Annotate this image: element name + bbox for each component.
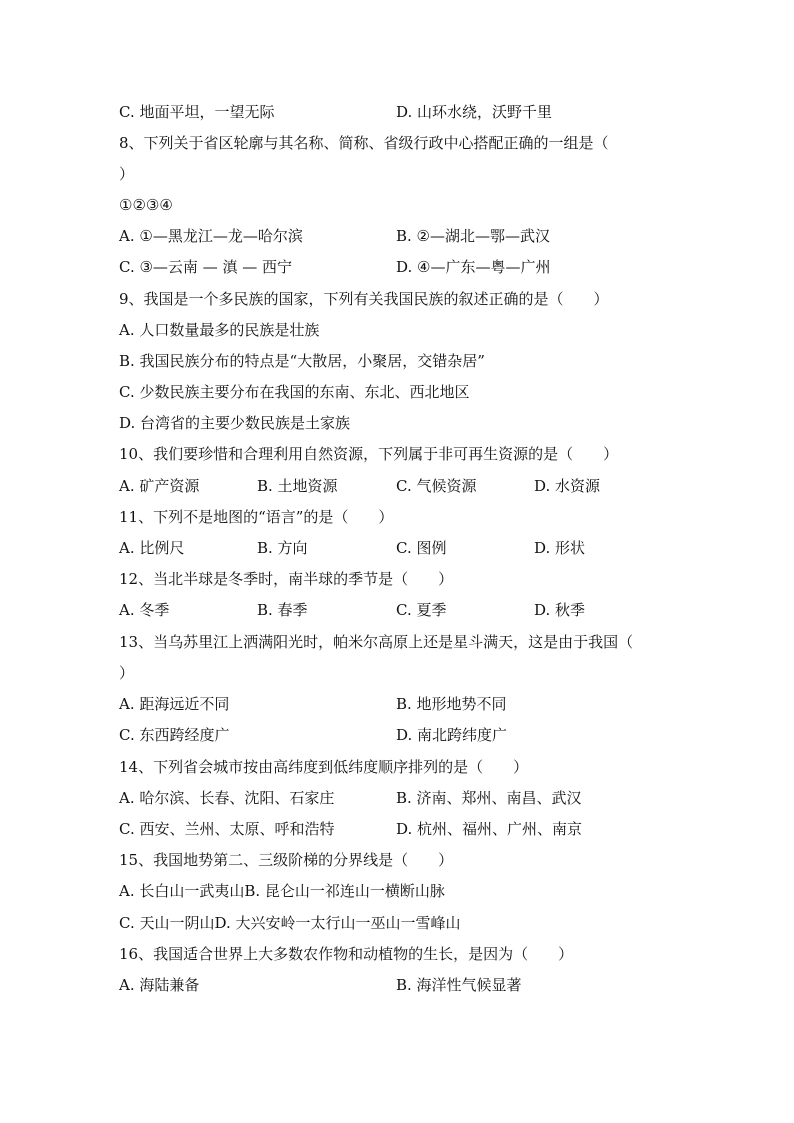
option-a: A. 海陆兼备 [119, 976, 200, 994]
option-row: C. 天山一阴山D. 大兴安岭一太行山一巫山一雪峰山 [119, 914, 461, 932]
option-b: B. ②—湖北—鄂—武汉 [396, 227, 551, 245]
option-b: B. 我国民族分布的特点是“大散居，小聚居，交错杂居” [119, 352, 485, 370]
question-9-stem: 9、我国是一个多民族的国家，下列有关我国民族的叙述正确的是（ ） [119, 290, 609, 308]
option-d: D. 杭州、福州、广州、南京 [396, 820, 583, 838]
option-b: B. 土地资源 [257, 477, 338, 495]
option-a: A. 冬季 [119, 601, 170, 619]
question-8-stem-end: ） [119, 165, 135, 183]
question-12-stem: 12、当北半球是冬季时，南半球的季节是（ ） [119, 570, 454, 588]
option-d: D. 形状 [534, 539, 586, 557]
option-b: B. 地形地势不同 [396, 695, 507, 713]
option-row [119, 597, 679, 623]
option-c: C. 少数民族主要分布在我国的东南、东北、西北地区 [119, 383, 470, 401]
option-d: D. 水资源 [534, 477, 601, 495]
option-b: B. 春季 [257, 601, 308, 619]
question-10-stem: 10、我们要珍惜和合理利用自然资源，下列属于非可再生资源的是（ ） [119, 445, 619, 463]
question-13-stem-end: ） [119, 664, 135, 682]
question-16-stem: 16、我国适合世界上大多数农作物和动植物的生长，是因为（ ） [119, 945, 574, 963]
option-row [119, 99, 679, 125]
option-d: D. 台湾省的主要少数民族是土家族 [119, 414, 351, 432]
question-15-stem: 15、我国地势第二、三级阶梯的分界线是（ ） [119, 851, 454, 869]
option-row [119, 535, 679, 561]
option-c: C. 气候资源 [396, 477, 477, 495]
option-d: D. 山环水绕，沃野千里 [396, 103, 553, 121]
option-a: A. 矿产资源 [119, 477, 200, 495]
option-b: B. 方向 [257, 539, 308, 557]
option-row [119, 722, 679, 748]
option-d: D. 秋季 [534, 601, 586, 619]
option-c: C. 夏季 [396, 601, 447, 619]
option-row [119, 473, 679, 499]
option-row [119, 254, 679, 280]
option-c: C. ③—云南 — 滇 — 西宁 [119, 258, 292, 276]
option-b: B. 海洋性气候显著 [396, 976, 522, 994]
option-d: D. ④—广东—粤—广州 [396, 258, 551, 276]
option-d: D. 南北跨纬度广 [396, 726, 508, 744]
option-row [119, 785, 679, 811]
option-c: C. 西安、兰州、太原、呼和浩特 [119, 820, 335, 838]
option-row [119, 816, 679, 842]
option-b: B. 济南、郑州、南昌、武汉 [396, 789, 582, 807]
option-a: A. ①—黑龙江—龙—哈尔滨 [119, 227, 303, 245]
figure-labels: ①②③④ [119, 196, 173, 214]
question-14-stem: 14、下列省会城市按由高纬度到低纬度顺序排列的是（ ） [119, 758, 529, 776]
option-c: C. 图例 [396, 539, 447, 557]
option-row [119, 691, 679, 717]
option-a: A. 人口数量最多的民族是壮族 [119, 321, 320, 339]
option-row [119, 223, 679, 249]
option-row: A. 长白山一武夷山B. 昆仑山一祁连山一横断山脉 [119, 882, 445, 900]
question-11-stem: 11、下列不是地图的“语言”的是（ ） [119, 508, 394, 526]
option-row [119, 972, 679, 998]
question-8-stem: 8、下列关于省区轮廓与其名称、简称、省级行政中心搭配正确的一组是（ [119, 134, 609, 152]
option-a: A. 距海远近不同 [119, 695, 230, 713]
option-c: C. 地面平坦，一望无际 [119, 103, 275, 121]
option-a: A. 哈尔滨、长春、沈阳、石家庄 [119, 789, 335, 807]
question-13-stem: 13、当乌苏里江上洒满阳光时，帕米尔高原上还是星斗满天，这是由于我国（ [119, 633, 634, 651]
option-c: C. 东西跨经度广 [119, 726, 230, 744]
option-a: A. 比例尺 [119, 539, 185, 557]
